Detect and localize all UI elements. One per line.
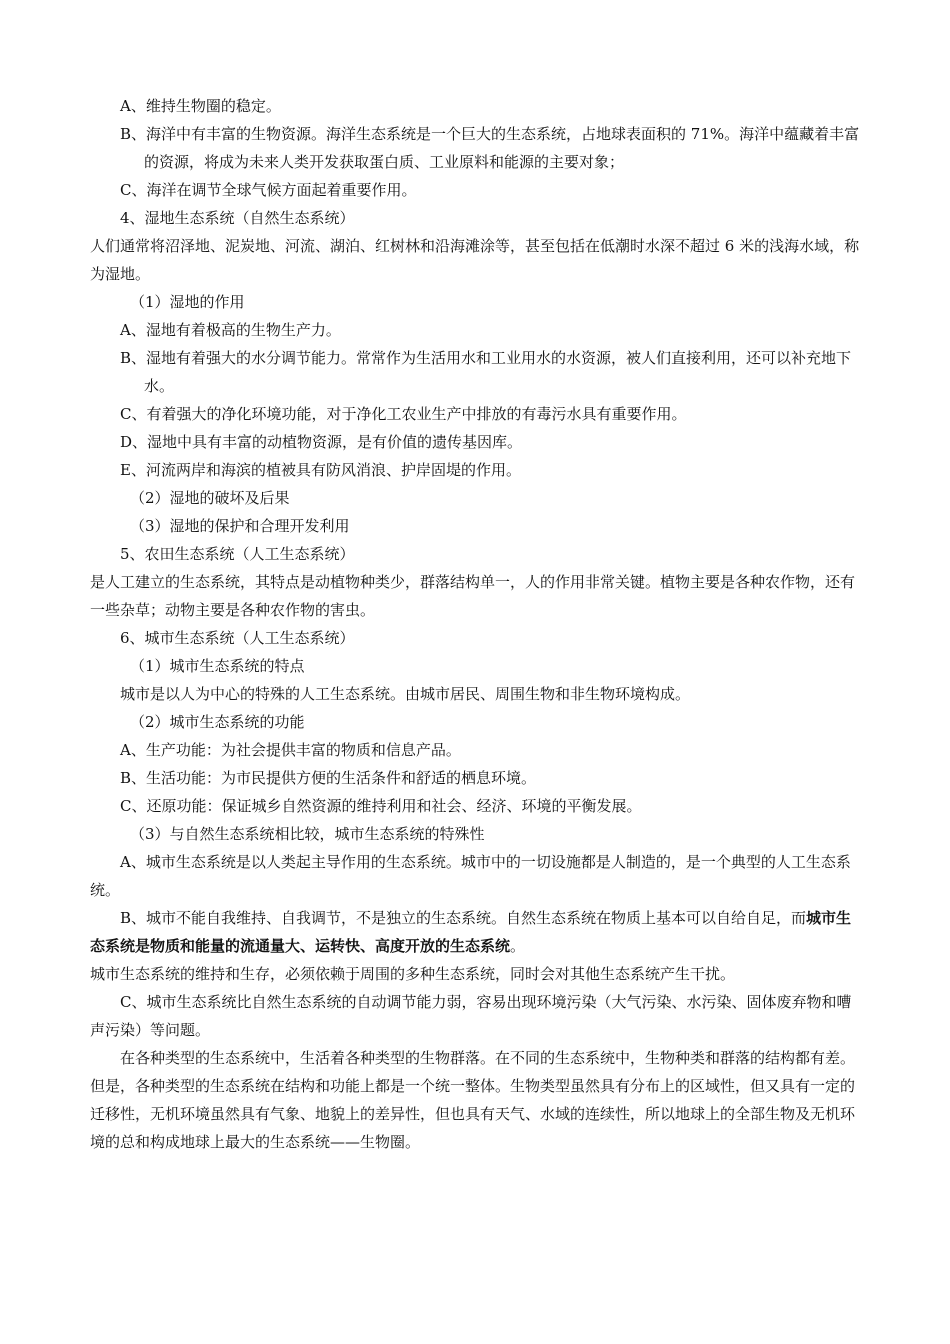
- document-body: [90, 92, 862, 1156]
- text-segment: B、城市不能自我维持、自我调节，不是独立的生态系统。自然生态系统在物质上基本可以自给自足，而: [120, 909, 807, 927]
- subheading-wetland-protection: （3）湿地的保护和合理开发利用: [130, 517, 350, 535]
- paragraph-city-function-a: A、生产功能：为社会提供丰富的物质和信息产品。: [120, 741, 461, 759]
- paragraph-city-specialty-a: A、城市生态系统是以人类起主导作用的生态系统。城市中的一切设施都是人制造的，是一个典型的人工生态系统。: [90, 853, 851, 899]
- paragraph-wetland-definition: 人们通常将沼泽地、泥炭地、河流、湖泊、红树林和沿海滩涂等，甚至包括在低潮时水深不超过 6 米的浅海水域，称为湿地。: [90, 237, 860, 283]
- paragraph-wetland-d: D、湿地中具有丰富的动植物资源，是有价值的遗传基因库。: [120, 433, 523, 451]
- heading-wetland: 4、湿地生态系统（自然生态系统）: [120, 209, 355, 227]
- paragraph-city-function-c: C、还原功能：保证城乡自然资源的维持利用和社会、经济、环境的平衡发展。: [120, 797, 642, 815]
- subheading-city-functions: （2）城市生态系统的功能: [130, 713, 305, 731]
- bold-emphasis-text: 城市生态系统是物质和能量的流通量大、运转快、高度开放的生态系统: [90, 909, 852, 955]
- paragraph-city-specialty-c: C、城市生态系统比自然生态系统的自动调节能力弱，容易出现环境污染（大气污染、水污染、固体废弃物和嘈声污染）等问题。: [90, 993, 852, 1039]
- subheading-wetland-role: （1）湿地的作用: [130, 293, 245, 311]
- subheading-city-specialty: （3）与自然生态系统相比较，城市生态系统的特殊性: [130, 825, 485, 843]
- heading-farmland: 5、农田生态系统（人工生态系统）: [120, 545, 355, 563]
- subheading-wetland-damage: （2）湿地的破坏及后果: [130, 489, 290, 507]
- paragraph-biosphere-summary: 在各种类型的生态系统中，生活着各种类型的生物群落。在不同的生态系统中，生物种类和群落的结构都有差。但是，各种类型的生态系统在结构和功能上都是一个统一整体。生物类型虽然具有分布上的区域性，但又具有一定的迁移性，无机环境虽然具有气象、地貌上的差异性，但也具有天气、水域的连续性，所以地球上的全部生物及无机环境的总和构成地球上最大的生态系统——生物圈。: [90, 1049, 856, 1151]
- paragraph-city-function-b: B、生活功能：为市民提供方便的生活条件和舒适的栖息环境。: [120, 769, 537, 787]
- paragraph-wetland-b: B、湿地有着强大的水分调节能力。常常作为生活用水和工业用水的水资源，被人们直接利用，还可以补充地下水。: [120, 349, 852, 395]
- paragraph-ocean-a: A、维持生物圈的稳定。: [120, 97, 281, 115]
- paragraph-wetland-a: A、湿地有着极高的生物生产力。: [120, 321, 341, 339]
- paragraph-city-definition: 城市是以人为中心的特殊的人工生态系统。由城市居民、周围生物和非生物环境构成。: [120, 685, 691, 703]
- paragraph-ocean-b: B、海洋中有丰富的生物资源。海洋生态系统是一个巨大的生态系统，占地球表面积的 71%。海洋中蕴藏着丰富的资源，将成为未来人类开发获取蛋白质、工业原料和能源的主要对象；: [120, 125, 860, 171]
- paragraph-wetland-e: E、河流两岸和海滨的植被具有防风消浪、护岸固堤的作用。: [120, 461, 521, 479]
- heading-city: 6、城市生态系统（人工生态系统）: [120, 629, 355, 647]
- text-segment: 。: [510, 937, 526, 955]
- paragraph-ocean-c: C、海洋在调节全球气候方面起着重要作用。: [120, 181, 417, 199]
- paragraph-wetland-c: C、有着强大的净化环境功能，对于净化工农业生产中排放的有毒污水具有重要作用。: [120, 405, 687, 423]
- paragraph-city-specialty-b: [90, 904, 862, 960]
- subheading-city-features: （1）城市生态系统的特点: [130, 657, 305, 675]
- paragraph-farmland: 是人工建立的生态系统，其特点是动植物种类少，群落结构单一，人的作用非常关键。植物主要是各种农作物，还有一些杂草；动物主要是各种农作物的害虫。: [90, 573, 856, 619]
- paragraph-city-dependence: 城市生态系统的维持和生存，必须依赖于周围的多种生态系统，同时会对其他生态系统产生干扰。: [90, 965, 736, 983]
